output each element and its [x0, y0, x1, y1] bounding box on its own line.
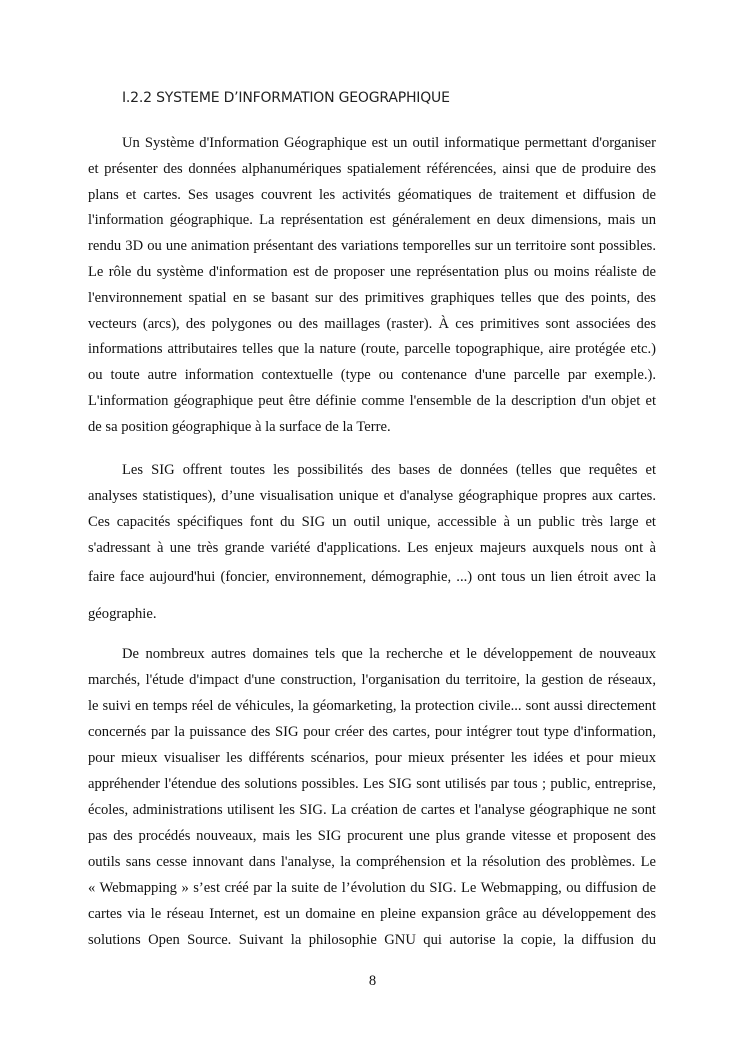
paragraph-3-line: solutions Open Source. Suivant la philosophie GNU qui autorise la copie, la diffusion du: [88, 932, 656, 948]
paragraph-1-line: Le rôle du système d'information est de proposer une représentation plus ou moins réaliste de: [88, 264, 656, 280]
paragraph-3-line: pas des procédés nouveaux, mais les SIG procurent une plus grande vitesse et proposent des: [88, 828, 656, 844]
paragraph-3-line: « Webmapping » s’est créé par la suite de l’évolution du SIG. Le Webmapping, ou diffusion de: [88, 880, 656, 896]
paragraph-1-line: de sa position géographique à la surface de la Terre.: [88, 418, 391, 435]
paragraph-3-line: pour mieux visualiser les différents scénarios, pour mieux présenter les idées et pour mieux: [88, 750, 656, 766]
paragraph-1-line: informations attributaires telles que la nature (route, parcelle topographique, aire protégée etc.): [88, 341, 656, 358]
paragraph-3-line: marchés, l'étude d'impact d'une construction, l'organisation du territoire, la gestion de réseaux,: [88, 672, 656, 688]
paragraph-3-line: De nombreux autres domaines tels que la recherche et le développement de nouveaux: [122, 646, 656, 662]
paragraph-3-line: appréhender l'étendue des solutions possibles. Les SIG sont utilisés par tous ; public, entreprise,: [88, 776, 656, 792]
paragraph-3-line: écoles, administrations utilisent les SIG. La création de cartes et l'analyse géographique ne sont: [88, 802, 656, 818]
paragraph-3-line: cartes via le réseau Internet, est un domaine en pleine expansion grâce au développement des: [88, 906, 656, 922]
section-heading: I.2.2 SYSTEME D’INFORMATION GEOGRAPHIQUE: [122, 90, 450, 106]
paragraph-2-line: s'adressant à une très grande variété d'applications. Les enjeux majeurs auxquels nous ont à: [88, 540, 656, 556]
page-number: 8: [368, 973, 377, 989]
paragraph-1-line: et présenter des données alphanumériques spatialement référencées, ainsi que de produire des: [88, 160, 656, 177]
paragraph-1-line: l'environnement spatial en se basant sur des primitives graphiques telles que des points, des: [88, 289, 656, 306]
paragraph-1-line: rendu 3D ou une animation présentant des variations temporelles sur un territoire sont possibles.: [88, 238, 656, 255]
paragraph-2-line: analyses statistiques), d’une visualisation unique et d'analyse géographique propres aux cartes.: [88, 488, 656, 504]
paragraph-1-line: plans et cartes. Ses usages couvrent les activités géomatiques de traitement et diffusion de: [88, 186, 656, 203]
paragraph-3-line: le suivi en temps réel de véhicules, la géomarketing, la protection civile... sont aussi directement: [88, 698, 656, 714]
paragraph-1-line: l'information géographique. La représentation est généralement en deux dimensions, mais un: [88, 212, 656, 229]
paragraph-2-line: Ces capacités spécifiques font du SIG un outil unique, accessible à un public très large et: [88, 514, 656, 530]
paragraph-2-line: Les SIG offrent toutes les possibilités des bases de données (telles que requêtes et: [122, 462, 656, 478]
paragraph-3-line: outils sans cesse innovant dans l'analyse, la compréhension et la résolution des problèmes. Le: [88, 854, 656, 870]
paragraph-1-line: vecteurs (arcs), des polygones ou des maillages (raster). À ces primitives sont associées des: [88, 315, 656, 332]
paragraph-2-line: faire face aujourd'hui (foncier, environnement, démographie, ...) ont tous un lien étroit avec la: [88, 569, 656, 585]
paragraph-1-line: ou toute autre information contextuelle (type ou contenance d'une parcelle par exemple.).: [88, 367, 656, 384]
paragraph-1-line: Un Système d'Information Géographique est un outil informatique permettant d'organiser: [122, 135, 656, 151]
paragraph-2-line: géographie.: [88, 606, 157, 622]
paragraph-1-line: L'information géographique peut être définie comme l'ensemble de la description d'un objet et: [88, 393, 656, 409]
paragraph-3-line: concernés par la puissance des SIG pour créer des cartes, pour intégrer tout type d'information,: [88, 724, 656, 740]
